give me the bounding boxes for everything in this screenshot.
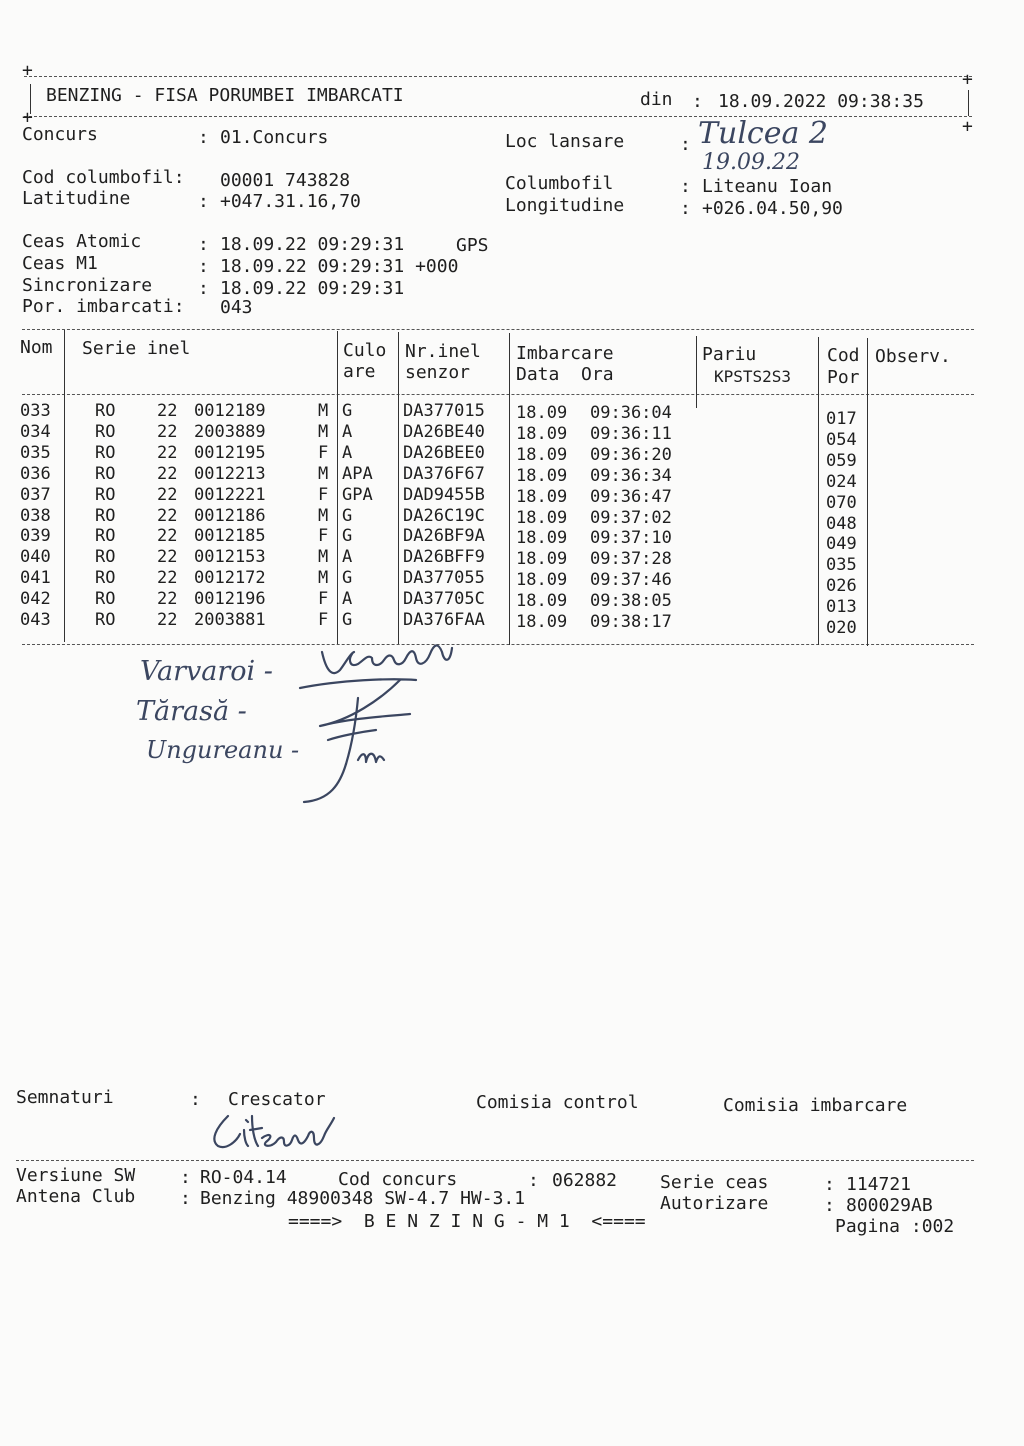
row-time: 09:37:02	[590, 507, 672, 528]
row-country: RO	[95, 401, 116, 421]
header-serie-inel: Serie inel	[82, 338, 191, 359]
row-nom: 039	[20, 526, 51, 547]
row-country: RO	[95, 589, 116, 610]
row-country: RO	[95, 442, 116, 463]
row-date: 18.09	[516, 612, 568, 632]
antena-label: Antena Club	[16, 1186, 136, 1207]
header-din-label: din	[640, 89, 673, 110]
comisia-control-label: Comisia control	[476, 1092, 639, 1113]
row-ring-number: 0012195	[194, 442, 266, 463]
serie-ceas-label: Serie ceas	[660, 1172, 769, 1193]
longitudine-colon: :	[680, 198, 691, 219]
row-code: 035	[826, 555, 857, 576]
longitudine-value: +026.04.50,90	[702, 198, 843, 219]
semnaturi-colon: :	[190, 1089, 201, 1110]
header-top-rule	[24, 76, 972, 77]
row-sensor-id: DA26BE40	[403, 421, 485, 442]
row-color: G	[342, 505, 353, 526]
row-code: 059	[826, 450, 857, 471]
row-code: 049	[826, 534, 857, 555]
row-sex: M	[318, 547, 329, 568]
row-sex: F	[318, 526, 329, 547]
serie-ceas-colon: :	[824, 1174, 835, 1195]
concurs-label: Concurs	[22, 124, 98, 145]
row-nom: 033	[20, 401, 51, 421]
row-country: RO	[95, 463, 116, 484]
col-sep-cod	[867, 338, 868, 646]
por-imbarcati-label: Por. imbarcati:	[22, 296, 185, 317]
row-ring-number: 0012213	[194, 463, 266, 484]
handwritten-name-2: Tărasă -	[136, 696, 247, 727]
header-nom: Nom	[20, 337, 53, 358]
row-time: 09:36:11	[590, 423, 672, 444]
row-ring-number: 0012186	[194, 505, 266, 526]
row-ring-number: 0012196	[194, 589, 266, 610]
row-date: 18.09	[516, 549, 568, 570]
header-pariu-1: Pariu	[702, 344, 757, 365]
col-sep-serie	[337, 331, 338, 644]
handwritten-name-3: Ungureanu -	[146, 736, 300, 764]
row-date: 18.09	[516, 465, 568, 486]
row-country: RO	[95, 421, 116, 442]
row-date: 18.09	[516, 403, 568, 423]
ceas-m1-colon: :	[198, 256, 209, 277]
row-time: 09:37:10	[590, 528, 672, 549]
cod-columbofil-label: Cod columbofil:	[22, 167, 185, 188]
row-sex: M	[318, 505, 329, 526]
row-time: 09:36:04	[590, 403, 672, 423]
sincronizare-colon: :	[198, 278, 209, 299]
semnaturi-label: Semnaturi	[16, 1087, 114, 1108]
row-time: 09:36:47	[590, 486, 672, 507]
row-country: RO	[95, 610, 116, 630]
autorizare-label: Autorizare	[660, 1193, 769, 1214]
row-code: 048	[826, 513, 857, 534]
row-sex: F	[318, 442, 329, 463]
row-code: 013	[826, 597, 857, 618]
header-nr-inel-2: senzor	[405, 362, 471, 383]
latitudine-label: Latitudine	[22, 188, 131, 209]
row-sensor-id: DA376FAA	[403, 610, 485, 630]
row-code: 026	[826, 576, 857, 597]
row-sensor-id: DA377055	[403, 568, 485, 589]
table-top-rule	[22, 329, 974, 330]
latitudine-colon: :	[198, 191, 209, 212]
header-plus-bl: +	[22, 107, 33, 128]
comisia-imbarcare-label: Comisia imbarcare	[723, 1095, 908, 1116]
handwritten-name-1: Varvaroi -	[140, 656, 273, 687]
autorizare-colon: :	[824, 1195, 835, 1216]
por-imbarcati-value: 043	[220, 297, 253, 318]
row-code: 054	[826, 429, 857, 450]
row-sensor-id: DAD9455B	[403, 484, 485, 505]
row-ring-number: 0012153	[194, 547, 266, 568]
header-imbarcare-2: Data Ora	[516, 364, 614, 385]
table-bottom-rule	[22, 644, 974, 645]
row-year: 22	[157, 589, 178, 610]
cod-concurs-value: 062882	[552, 1170, 618, 1191]
row-color: A	[342, 442, 353, 463]
row-nom: 042	[20, 589, 51, 610]
row-sex: F	[318, 484, 329, 505]
row-code: 020	[826, 618, 857, 638]
row-time: 09:37:28	[590, 549, 672, 570]
row-sex: M	[318, 463, 329, 484]
row-code: 017	[826, 409, 857, 429]
row-country: RO	[95, 505, 116, 526]
row-country: RO	[95, 568, 116, 589]
header-culoare-1: Culo	[343, 340, 387, 361]
loc-lansare-label: Loc lansare	[505, 131, 625, 152]
row-color: G	[342, 610, 353, 630]
row-year: 22	[157, 484, 178, 505]
row-sensor-id: DA26C19C	[403, 505, 485, 526]
header-imbarcare-1: Imbarcare	[516, 343, 614, 364]
autorizare-value: 800029AB	[846, 1195, 933, 1216]
row-year: 22	[157, 463, 178, 484]
row-color: G	[342, 526, 353, 547]
row-year: 22	[157, 401, 178, 421]
row-sex: F	[318, 589, 329, 610]
row-ring-number: 0012221	[194, 484, 266, 505]
header-right-bar	[968, 90, 969, 116]
columbofil-label: Columbofil	[505, 173, 614, 194]
row-date: 18.09	[516, 528, 568, 549]
row-color: APA	[342, 463, 373, 484]
crescator-label: Crescator	[228, 1089, 326, 1110]
col-sep-senzor	[509, 333, 510, 645]
header-culoare-2: are	[343, 361, 376, 382]
col-sep-pariu	[818, 337, 819, 645]
columbofil-colon: :	[680, 176, 691, 197]
crescator-signature	[200, 1106, 340, 1158]
row-year: 22	[157, 547, 178, 568]
header-colon: :	[692, 91, 703, 112]
latitudine-value: +047.31.16,70	[220, 191, 361, 212]
ceas-atomic-value: 18.09.22 09:29:31	[220, 234, 405, 255]
row-sensor-id: DA26BEE0	[403, 442, 485, 463]
cod-concurs-label: Cod concurs	[338, 1169, 458, 1190]
row-year: 22	[157, 568, 178, 589]
row-color: G	[342, 568, 353, 589]
header-plus-br: +	[962, 116, 973, 137]
row-nom: 037	[20, 484, 51, 505]
table-header-rule	[22, 394, 974, 395]
row-date: 18.09	[516, 423, 568, 444]
row-ring-number: 2003881	[194, 610, 266, 630]
handwritten-signatures	[280, 640, 480, 810]
concurs-colon: :	[198, 127, 209, 148]
row-time: 09:38:05	[590, 591, 672, 612]
row-ring-number: 0012172	[194, 568, 266, 589]
sincronizare-label: Sincronizare	[22, 275, 153, 296]
header-observ: Observ.	[875, 346, 951, 367]
row-sensor-id: DA26BFF9	[403, 547, 485, 568]
row-year: 22	[157, 526, 178, 547]
row-nom: 040	[20, 547, 51, 568]
header-plus-left: +	[22, 60, 33, 81]
row-color: G	[342, 401, 353, 421]
ceas-m1-value: 18.09.22 09:29:31 +000	[220, 256, 459, 277]
row-year: 22	[157, 505, 178, 526]
row-color: A	[342, 589, 353, 610]
row-ring-number: 2003889	[194, 421, 266, 442]
columbofil-value: Liteanu Ioan	[702, 176, 833, 197]
cod-columbofil-value: 00001 743828	[220, 170, 351, 191]
row-color: GPA	[342, 484, 373, 505]
header-cod-2: Por	[827, 367, 860, 388]
ceas-m1-label: Ceas M1	[22, 253, 98, 274]
row-year: 22	[157, 442, 178, 463]
versiune-colon: :	[180, 1167, 191, 1188]
row-color: A	[342, 421, 353, 442]
header-title: BENZING - FISA PORUMBEI IMBARCATI	[46, 85, 404, 106]
row-date: 18.09	[516, 486, 568, 507]
row-nom: 036	[20, 463, 51, 484]
row-nom: 035	[20, 442, 51, 463]
sincronizare-value: 18.09.22 09:29:31	[220, 278, 405, 299]
row-year: 22	[157, 421, 178, 442]
pagina-label: Pagina :002	[835, 1216, 955, 1237]
row-date: 18.09	[516, 570, 568, 591]
header-plus-right: +	[962, 69, 973, 90]
row-date: 18.09	[516, 591, 568, 612]
row-code: 070	[826, 492, 857, 513]
antena-colon: :	[180, 1188, 191, 1209]
row-sex: M	[318, 401, 329, 421]
loc-lansare-handwritten: Tulcea 2	[698, 116, 828, 151]
antena-value: Benzing 48900348 SW-4.7 HW-3.1	[200, 1188, 526, 1209]
col-sep-imbarcare	[696, 336, 697, 408]
concurs-value: 01.Concurs	[220, 127, 329, 148]
row-sensor-id: DA26BF9A	[403, 526, 485, 547]
row-date: 18.09	[516, 507, 568, 528]
cod-concurs-colon: :	[528, 1170, 539, 1191]
row-sensor-id: DA37705C	[403, 589, 485, 610]
versiune-label: Versiune SW	[16, 1165, 136, 1186]
loc-lansare-date-handwritten: 19.09.22	[702, 150, 800, 175]
header-nr-inel-1: Nr.inel	[405, 341, 481, 362]
versiune-value: RO-04.14	[200, 1167, 287, 1188]
longitudine-label: Longitudine	[505, 195, 625, 216]
col-sep-culoare	[398, 332, 399, 644]
row-sex: F	[318, 610, 329, 630]
row-color: A	[342, 547, 353, 568]
row-date: 18.09	[516, 444, 568, 465]
row-sex: M	[318, 568, 329, 589]
header-bottom-rule	[24, 116, 972, 117]
benzing-banner: ====> B E N Z I N G - M 1 <====	[288, 1211, 646, 1232]
row-ring-number: 0012189	[194, 401, 266, 421]
col-sep-nom	[64, 330, 65, 642]
header-pariu-2: KPSTS2S3	[714, 367, 792, 386]
ceas-atomic-suffix: GPS	[456, 235, 489, 256]
header-din-value: 18.09.2022 09:38:35	[718, 91, 924, 112]
row-code: 024	[826, 471, 857, 492]
row-country: RO	[95, 547, 116, 568]
header-cod-1: Cod	[827, 345, 860, 366]
footer-rule	[16, 1160, 974, 1161]
serie-ceas-value: 114721	[846, 1174, 912, 1195]
row-nom: 034	[20, 421, 51, 442]
ceas-atomic-colon: :	[198, 234, 209, 255]
row-time: 09:38:17	[590, 612, 672, 632]
row-sex: M	[318, 421, 329, 442]
row-time: 09:36:34	[590, 465, 672, 486]
row-nom: 043	[20, 610, 51, 630]
row-year: 22	[157, 610, 178, 630]
row-ring-number: 0012185	[194, 526, 266, 547]
row-time: 09:36:20	[590, 444, 672, 465]
ceas-atomic-label: Ceas Atomic	[22, 231, 142, 252]
row-time: 09:37:46	[590, 570, 672, 591]
row-nom: 041	[20, 568, 51, 589]
row-nom: 038	[20, 505, 51, 526]
row-country: RO	[95, 484, 116, 505]
row-country: RO	[95, 526, 116, 547]
loc-lansare-colon: :	[680, 134, 691, 155]
row-sensor-id: DA377015	[403, 401, 485, 421]
row-sensor-id: DA376F67	[403, 463, 485, 484]
